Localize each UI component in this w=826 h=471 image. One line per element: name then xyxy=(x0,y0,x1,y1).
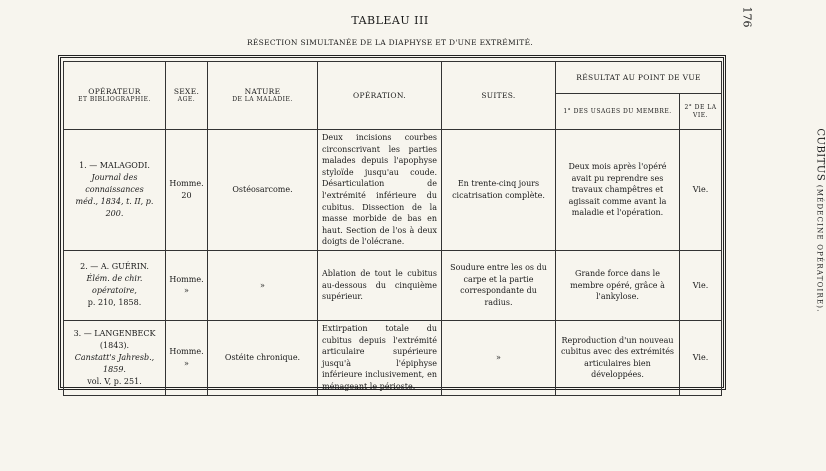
header-operateur-label: OPÉRATEUR xyxy=(88,86,141,96)
operateur-ref: Élém. de chir. opératoire, xyxy=(86,274,143,296)
row-usages: Deux mois après l'opéré avait pu reprendre ses travaux champêtres et agissait comme avant la maladie et l'opération. xyxy=(556,130,680,251)
row-operation: Extirpation totale du cubitus depuis l'extrémité articulaire supérieure jusqu'à l'épiphyse inférieure inclusivement, en ménageant le périoste. xyxy=(318,320,442,395)
table-subtitle: RÉSECTION SIMULTANÉE DE LA DIAPHYSE ET D'UNE EXTRÉMITÉ. xyxy=(246,38,534,47)
operateur-ref: Canstatt's Jahresb., 1859. xyxy=(74,352,155,374)
row-operateur xyxy=(64,320,166,395)
header-nature-label: NATURE xyxy=(244,86,281,96)
operateur-name: 1. — MALAGODI. xyxy=(79,160,150,170)
side-title: CUBITUS xyxy=(814,128,826,182)
header-age-label: AGE. xyxy=(177,96,196,104)
row-usages: Reproduction d'un nouveau cubitus avec des extrémités articulaires bien développées. xyxy=(556,320,680,395)
header-nature-sub: DE LA MALADIE. xyxy=(232,96,293,104)
table-row xyxy=(64,130,722,251)
age-value: » xyxy=(184,286,189,296)
table-title: TABLEAU III xyxy=(351,14,429,27)
resection-table xyxy=(63,61,722,396)
row-vie: Vie. xyxy=(680,250,722,320)
header-suites: SUITES. xyxy=(442,62,556,130)
row-usages: Grande force dans le membre opéré, grâce à l'ankylose. xyxy=(556,250,680,320)
row-operation: Ablation de tout le cubitus au-dessous du cinquième supérieur. xyxy=(318,250,442,320)
sexe-value: Homme. xyxy=(169,179,204,189)
header-resultat: RÉSULTAT AU POINT DE VUE xyxy=(556,62,722,94)
row-sexe xyxy=(166,130,208,251)
side-subtitle: (MÉDECINE OPÉRATOIRE). xyxy=(815,184,824,313)
row-operation: Deux incisions courbes circonscrivant les parties malades depuis l'apophyse styloïde jusqu'au coude. Désarticulation de l'extrémité inférieure du cubitus. Dissection de la masse morbide de bas en haut. Section de l'os à deux doigts de l'olécrane. xyxy=(318,130,442,251)
operateur-ref: Journal des connaissances xyxy=(85,172,144,194)
header-operateur xyxy=(64,62,166,130)
table-row xyxy=(64,320,722,395)
row-suites: En trente-cinq jours cicatrisation complète. xyxy=(442,130,556,251)
header-nature xyxy=(208,62,318,130)
header-operateur-sub: ET BIBLIOGRAPHIE. xyxy=(78,96,151,104)
operateur-ref-detail: méd., 1834, t. II, p. 200. xyxy=(75,196,154,218)
row-nature: Ostéosarcome. xyxy=(208,130,318,251)
row-vie: Vie. xyxy=(680,130,722,251)
age-value: 20 xyxy=(181,190,192,200)
row-nature: » xyxy=(208,250,318,320)
header-sexe xyxy=(166,62,208,130)
row-sexe xyxy=(166,250,208,320)
row-nature: Ostéite chronique. xyxy=(208,320,318,395)
operateur-name: 2. — A. GUÉRIN. xyxy=(80,262,149,272)
sexe-value: Homme. xyxy=(169,274,204,284)
table-row xyxy=(64,250,722,320)
row-vie: Vie. xyxy=(680,320,722,395)
row-suites: » xyxy=(442,320,556,395)
operateur-ref-detail: p. 210, 1858. xyxy=(87,298,142,308)
operateur-name: 3. — LANGENBECK (1843). xyxy=(73,328,156,350)
page-number: 176 xyxy=(740,6,754,28)
row-operateur xyxy=(64,250,166,320)
side-running-title xyxy=(815,101,826,341)
operateur-ref-detail: vol. V, p. 251. xyxy=(87,376,142,386)
sexe-value: Homme. xyxy=(169,347,204,357)
row-sexe xyxy=(166,320,208,395)
age-value: » xyxy=(184,358,189,368)
header-usages: 1° DES USAGES DU MEMBRE. xyxy=(556,94,680,130)
header-vie: 2° DE LA VIE. xyxy=(680,94,722,130)
header-sexe-label: SEXE. xyxy=(173,86,200,96)
row-suites: Soudure entre les os du carpe et la partie correspondante du radius. xyxy=(442,250,556,320)
row-operateur xyxy=(64,130,166,251)
header-operation: OPÉRATION. xyxy=(318,62,442,130)
